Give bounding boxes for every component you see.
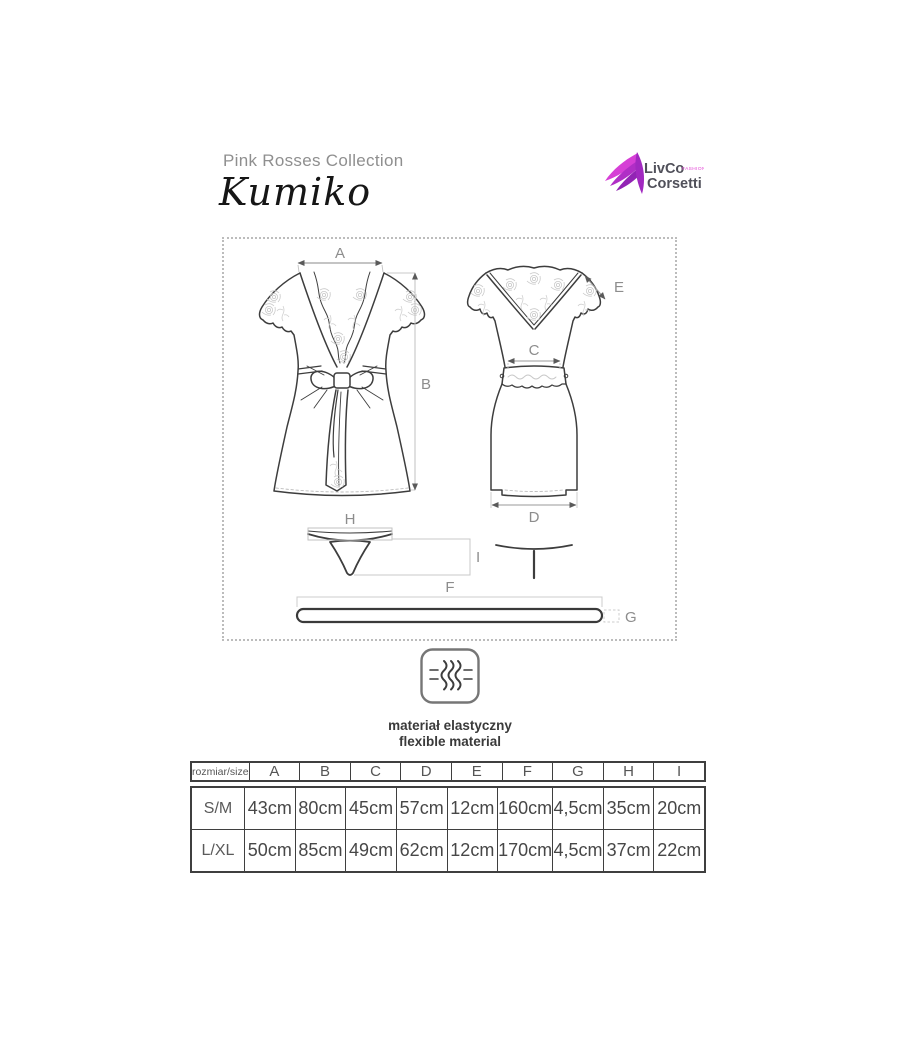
table-cell: 85cm [295,830,346,871]
table-cell: 170cm [497,830,552,871]
elastic-material-icon [420,648,480,704]
material-note [222,718,678,750]
table-cell: 62cm [396,830,447,871]
logo-graphic [602,151,704,198]
size-table-body [190,786,706,873]
measure-I [354,539,480,575]
logo-text-fashion: FASHION [682,167,704,172]
measure-F [297,579,602,607]
table-cell: 22cm [653,830,704,871]
measure-label-H: H [344,511,356,528]
measure-label-D: D [528,509,540,526]
table-cell: 57cm [396,788,447,829]
table-header-A: A [249,763,300,780]
table-header-E: E [451,763,502,780]
table-cell: 37cm [603,830,654,871]
table-cell-size: L/XL [201,841,235,859]
table-cell: 35cm [603,788,654,829]
table-cell: 160cm [497,788,552,829]
table-cell: 4,5cm [552,830,603,871]
measure-B [387,273,431,490]
belt-drawing [297,609,602,622]
measure-label-A: A [334,245,346,262]
material-line-en: flexible material [398,734,502,749]
table-header-B: B [299,763,350,780]
table-header-G: G [552,763,603,780]
measure-label-E: E [614,279,625,296]
table-cell: 50cm [244,830,295,871]
front-view-drawing [260,272,425,496]
table-cell: 80cm [295,788,346,829]
table-cell: 45cm [345,788,396,829]
table-cell: 20cm [653,788,704,829]
measure-H [308,511,392,540]
table-cell: 49cm [345,830,396,871]
thong-drawing [308,531,392,575]
table-row-sm [192,788,704,829]
measure-label-B: B [421,376,432,393]
table-header-F: F [502,763,553,780]
measure-label-C: C [528,342,540,359]
size-table-header [190,761,706,782]
product-title: Kumiko [219,170,372,214]
measure-label-G: G [625,609,637,626]
table-header-C: C [350,763,401,780]
table-header-D: D [400,763,451,780]
material-line-pl: materiał elastyczny [388,718,512,733]
table-cell: 43cm [244,788,295,829]
measure-A [298,245,383,272]
table-row-lxl [192,829,704,871]
measure-label-F: F [445,579,455,596]
measure-label-I: I [476,549,481,566]
table-cell: 4,5cm [552,788,603,829]
collection-title: Pink Rosses Collection [223,151,404,170]
logo-wing-icon [605,152,644,194]
table-header-H: H [603,763,654,780]
brand-logo [602,151,704,198]
logo-text-corsetti: Corsetti [647,176,702,192]
diagram-panel [222,237,677,641]
size-table [190,761,706,873]
logo-text-livco: LivCo [644,161,685,177]
table-header-size: rozmiar/size [192,765,249,778]
table-cell: 12cm [447,830,498,871]
table-cell: 12cm [447,788,498,829]
table-header-I: I [653,763,704,780]
technical-drawing [224,239,675,639]
table-cell-size: S/M [203,799,233,817]
measure-G [604,609,637,626]
